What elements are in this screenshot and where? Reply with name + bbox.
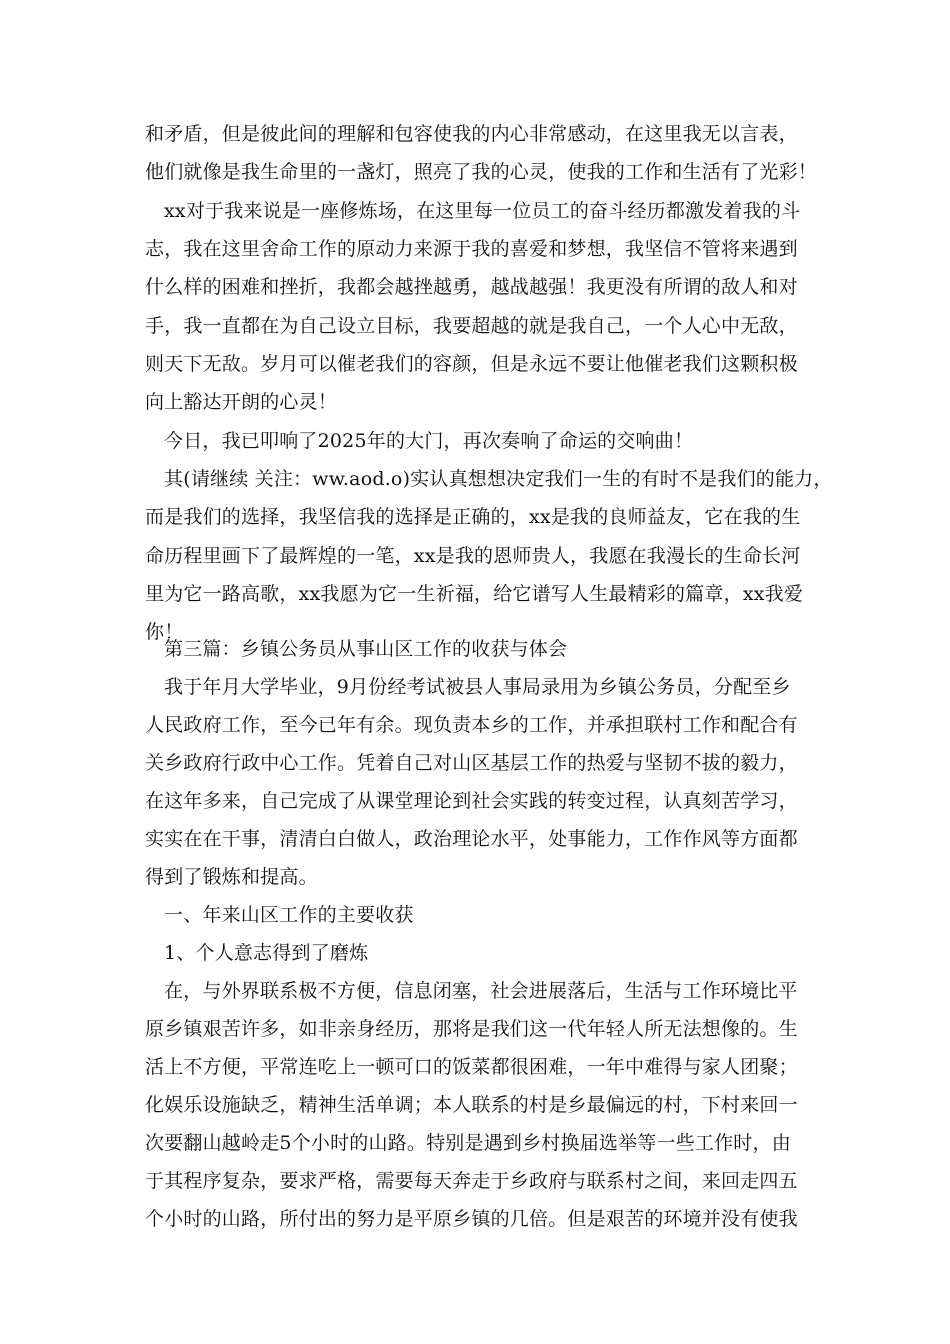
body-text-line: 关乡政府行政中心工作。凭着自己对山区基层工作的热爱与坚韧不拔的毅力， bbox=[145, 752, 798, 774]
body-text-line: 他们就像是我生命里的一盏灯，照亮了我的心灵，使我的工作和生活有了光彩！ bbox=[145, 161, 818, 183]
paragraph-start-line: 今日，我已叩响了2025年的大门，再次奏响了命运的交响曲！ bbox=[164, 430, 694, 452]
body-text-line: 化娱乐设施缺乏，精神生活单调；本人联系的村是乡最偏远的村，下村来回一 bbox=[145, 1094, 798, 1116]
body-text-line: 什么样的困难和挫折，我都会越挫越勇，越战越强！我更没有所谓的敌人和对 bbox=[145, 276, 798, 298]
body-text-line: 于其程序复杂，要求严格，需要每天奔走于乡政府与联系村之间，来回走四五 bbox=[145, 1170, 798, 1192]
paragraph-start-line: 在，与外界联系极不方便，信息闭塞，社会进展落后，生活与工作环境比平 bbox=[164, 980, 798, 1002]
body-text-line: 活上不方便，平常连吃上一顿可口的饭菜都很困难，一年中难得与家人团聚； bbox=[145, 1056, 798, 1078]
body-text-line: 原乡镇艰苦许多，如非亲身经历，那将是我们这一代年轻人所无法想像的。生 bbox=[145, 1018, 798, 1040]
body-text-line: 志，我在这里舍命工作的原动力来源于我的喜爱和梦想，我坚信不管将来遇到 bbox=[145, 238, 798, 260]
paragraph-start-line: 我于年月大学毕业，9月份经考试被县人事局录用为乡镇公务员，分配至乡 bbox=[164, 676, 791, 698]
body-text-line: 则天下无敌。岁月可以催老我们的容颜，但是永远不要让他催老我们这颗积极 bbox=[145, 353, 798, 375]
body-text-line: 实实在在干事，清清白白做人，政治理论水平，处事能力，工作作风等方面都 bbox=[145, 828, 798, 850]
body-text-line: 个小时的山路，所付出的努力是平原乡镇的几倍。但是艰苦的环境并没有使我 bbox=[145, 1208, 798, 1230]
body-text-line: 在这年多来，自己完成了从课堂理论到社会实践的转变过程，认真刻苦学习， bbox=[145, 790, 798, 812]
body-text-line: 你！ bbox=[145, 621, 184, 643]
subheading: 一、年来山区工作的主要收获 bbox=[164, 904, 414, 926]
body-text-line: 人民政府工作，至今已年有余。现负责本乡的工作，并承担联村工作和配合有 bbox=[145, 714, 798, 736]
body-text-line: 次要翻山越岭走5个小时的山路。特别是遇到乡村换届选举等一些工作时，由 bbox=[145, 1132, 791, 1154]
paragraph-start-line: 其(请继续 关注：ww.aod.o)实认真想想决定我们一生的有时不是我们的能力， bbox=[164, 468, 833, 490]
body-text-line: 里为它一路高歌，xx我愿为它一生祈福，给它谱写人生最精彩的篇章，xx我爱 bbox=[145, 583, 804, 605]
paragraph-start-line: xx对于我来说是一座修炼场，在这里每一位员工的奋斗经历都激发着我的斗 bbox=[164, 200, 801, 222]
section-heading: 第三篇：乡镇公务员从事山区工作的收获与体会 bbox=[164, 638, 568, 660]
body-text-line: 命历程里画下了最辉煌的一笔，xx是我的恩师贵人，我愿在我漫长的生命长河 bbox=[145, 545, 801, 567]
subheading: 1、个人意志得到了磨炼 bbox=[164, 942, 369, 964]
body-text-line: 手，我一直都在为自己设立目标，我要超越的就是我自己，一个人心中无敌， bbox=[145, 315, 798, 337]
body-text-line: 而是我们的选择，我坚信我的选择是正确的，xx是我的良师益友，它在我的生 bbox=[145, 506, 801, 528]
body-text-line: 得到了锻炼和提高。 bbox=[145, 866, 318, 888]
body-text-line: 向上豁达开朗的心灵！ bbox=[145, 391, 338, 413]
body-text-line: 和矛盾，但是彼此间的理解和包容使我的内心非常感动，在这里我无以言表， bbox=[145, 123, 798, 145]
